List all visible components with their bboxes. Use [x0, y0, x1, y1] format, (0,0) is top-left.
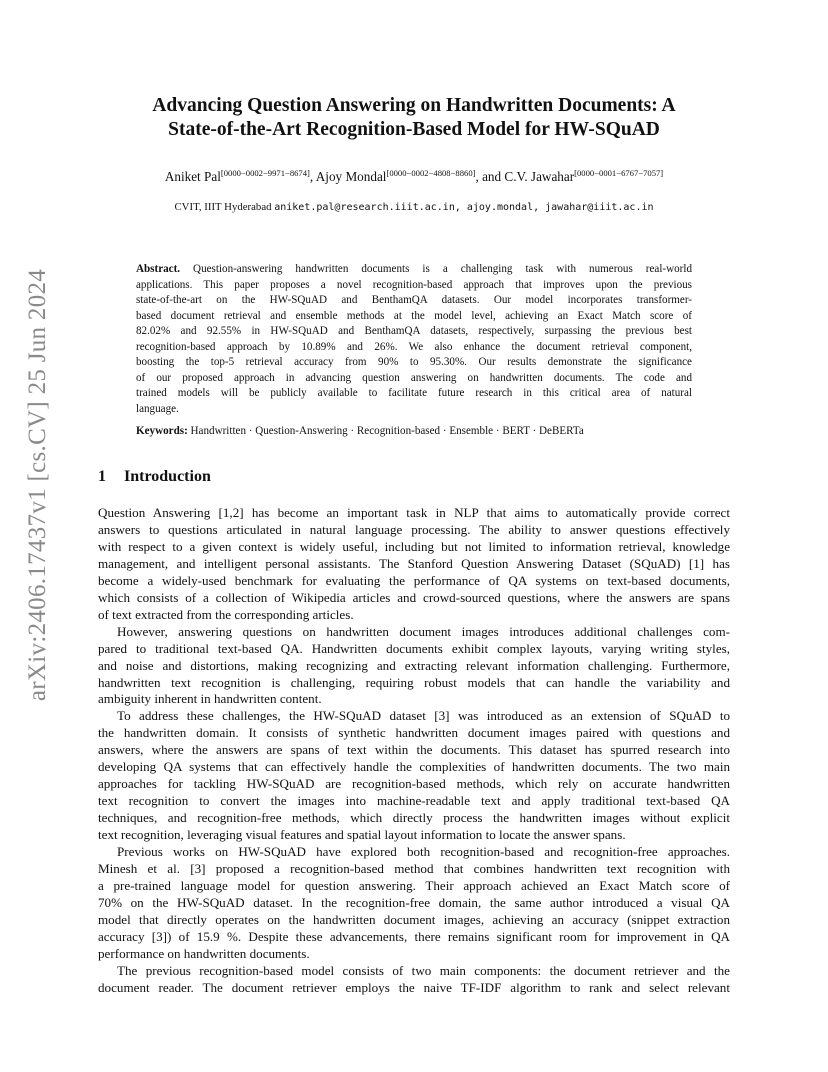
text-line: However, answering questions on handwritten document images introduces additional challenges com-: [117, 623, 730, 639]
author-name: Aniket Pal: [164, 169, 221, 184]
text-line: answers, where the answers are spans of text within the documents. This dataset has spurred research into: [98, 742, 730, 758]
text-line: handwritten text recognition is challenging, requiring robust models that can handle the variability and: [98, 674, 730, 690]
arxiv-identifier: arXiv:2406.17437v1 [cs.CV] 25 Jun 2024: [24, 268, 51, 702]
text-line: management, and intelligent personal assistants. The Stanford Question Answering Dataset (SQuAD) [1] has: [98, 555, 730, 571]
text-line: pared to traditional text-based QA. Handwritten documents exhibit complex layouts, varying writing styles,: [98, 640, 730, 656]
text-line: model that directly operates on the handwritten document images, achieving an accuracy (snippet extraction: [98, 911, 730, 927]
text-line: text recognition to convert the images into machine-readable text and apply traditional text-based QA: [98, 793, 730, 809]
paragraph: [98, 708, 730, 844]
text-line: of text extracted from the corresponding articles.: [98, 606, 354, 622]
title-line: Advancing Question Answering on Handwritten Documents: A: [152, 95, 676, 116]
section-title: Introduction: [124, 468, 211, 485]
abstract-line: based document retrieval and ensemble methods at the model level, achieving an Exact Match score of: [136, 309, 692, 322]
text-line: performance on handwritten documents.: [98, 945, 310, 961]
text-line: Question Answering [1,2] has become an important task in NLP that aims to automatically provide correct: [98, 505, 730, 520]
affiliation: [60, 201, 768, 213]
paper-title: [80, 94, 748, 142]
abstract-line: language.: [136, 402, 179, 415]
text-line: Previous works on HW-SQuAD have explored both recognition-based and recognition-free approaches.: [117, 844, 730, 860]
abstract-line: applications. This paper proposes a novel recognition-based approach that improves upon the previous: [136, 278, 692, 291]
orcid-id: [0000−0001−6767−7057]: [574, 168, 664, 178]
text-line: accuracy [3]) of 15.9 %. Despite these advancements, there remains significant room for improvement in QA: [98, 928, 730, 944]
abstract-line: trained models will be publicly available to facilitate future research in this critical area of natural: [136, 387, 692, 399]
text-line: Minesh et al. [3] proposed a recognition-based method that combines handwritten text recognition with: [98, 861, 730, 877]
orcid-id: [0000−0002−9971−8674]: [220, 168, 310, 178]
paragraph: [98, 963, 730, 997]
text-line: which consists of a collection of Wikipedia articles and crowd-sourced questions, where the answers are spans: [98, 589, 730, 605]
author-list: [60, 168, 768, 185]
paragraph: [98, 844, 730, 963]
section-heading: [98, 468, 211, 486]
paragraph: [98, 624, 730, 709]
keywords-list: Handwritten · Question-Answering · Recognition-based · Ensemble · BERT · DeBERTa: [187, 425, 584, 437]
abstract: [136, 262, 692, 417]
text-line: a pre-trained language model for question answering. Their approach achieved an Exact Match score of: [98, 877, 730, 893]
abstract-line: of our proposed approach in advancing question answering on handwritten documents. The code and: [136, 371, 692, 384]
text-line: techniques, and recognition-free methods, which directly process the handwritten images without explicit: [98, 810, 730, 826]
keywords: [136, 425, 696, 437]
abstract-line: recognition-based approach by 10.89% and 26%. We also enhance the document retrieval component,: [136, 340, 692, 353]
paragraph: [98, 505, 730, 624]
body-text: [98, 505, 730, 997]
title-line: State-of-the-Art Recognition-Based Model for HW-SQuAD: [168, 119, 660, 140]
text-line: The previous recognition-based model consists of two main components: the document retriever and the: [117, 962, 730, 978]
text-line: approaches for tackling HW-SQuAD are recognition-based methods, which rely on accurate handwritten: [98, 776, 730, 792]
author-separator: ,: [309, 169, 316, 184]
text-line: and noise and distortions, making recognizing and extracting relevant information challenging. Furthermore,: [98, 657, 730, 673]
text-line: ambiguity inherent in handwritten content.: [98, 691, 322, 707]
abstract-text: Question-answering handwritten documents is a challenging task with numerous real-world: [180, 263, 692, 275]
arxiv-stamp: [18, 268, 58, 702]
abstract-label: Abstract.: [136, 263, 181, 275]
text-line: document reader. The document retriever employs the naive TF-IDF algorithm to rank and select relevant: [98, 979, 730, 995]
text-line: text recognition, leveraging visual features and spatial layout information to locate the answer spans.: [98, 827, 626, 843]
text-line: answers to questions articulated in natural language processing. The ability to answer questions effectively: [98, 521, 730, 537]
orcid-id: [0000−0002−4808−8860]: [386, 168, 476, 178]
author-separator: , and: [475, 169, 505, 184]
abstract-line: boosting the top-5 retrieval accuracy from 90% to 95.30%. Our results demonstrate the significance: [136, 356, 692, 368]
abstract-line: [136, 262, 692, 278]
author-emails: aniket.pal@research.iiit.ac.in, ajoy.mondal, jawahar@iiit.ac.in: [274, 202, 654, 213]
abstract-line: state-of-the-art on the HW-SQuAD and BenthamQA datasets. Our model incorporates transformer-: [136, 294, 692, 306]
text-line: developing QA systems that can effectively handle the complexities of handwritten documents. The two main: [98, 759, 730, 775]
text-line: To address these challenges, the HW-SQuAD dataset [3] was introduced as an extension of SQuAD to: [117, 708, 730, 724]
author-name: C.V. Jawahar: [504, 169, 575, 184]
keywords-label: Keywords:: [136, 425, 188, 437]
text-line: 70% on the HW-SQuAD dataset. In the recognition-free domain, the same author introduced a visual QA: [98, 894, 730, 910]
text-line: the handwritten domain. It consists of synthetic handwritten document images paired with questions and: [98, 725, 730, 741]
abstract-line: 82.02% and 92.55% in HW-SQuAD and BenthamQA datasets, respectively, surpassing the previous best: [136, 325, 692, 337]
text-line: with respect to a given context is widely useful, including but not limited to information retrieval, knowledge: [98, 538, 730, 554]
section-number: 1: [98, 468, 106, 485]
affiliation-org: CVIT, IIIT Hyderabad: [174, 201, 275, 213]
author-name: Ajoy Mondal: [315, 169, 387, 184]
text-line: become a widely-used benchmark for evaluating the performance of QA systems on text-based documents,: [98, 572, 730, 588]
